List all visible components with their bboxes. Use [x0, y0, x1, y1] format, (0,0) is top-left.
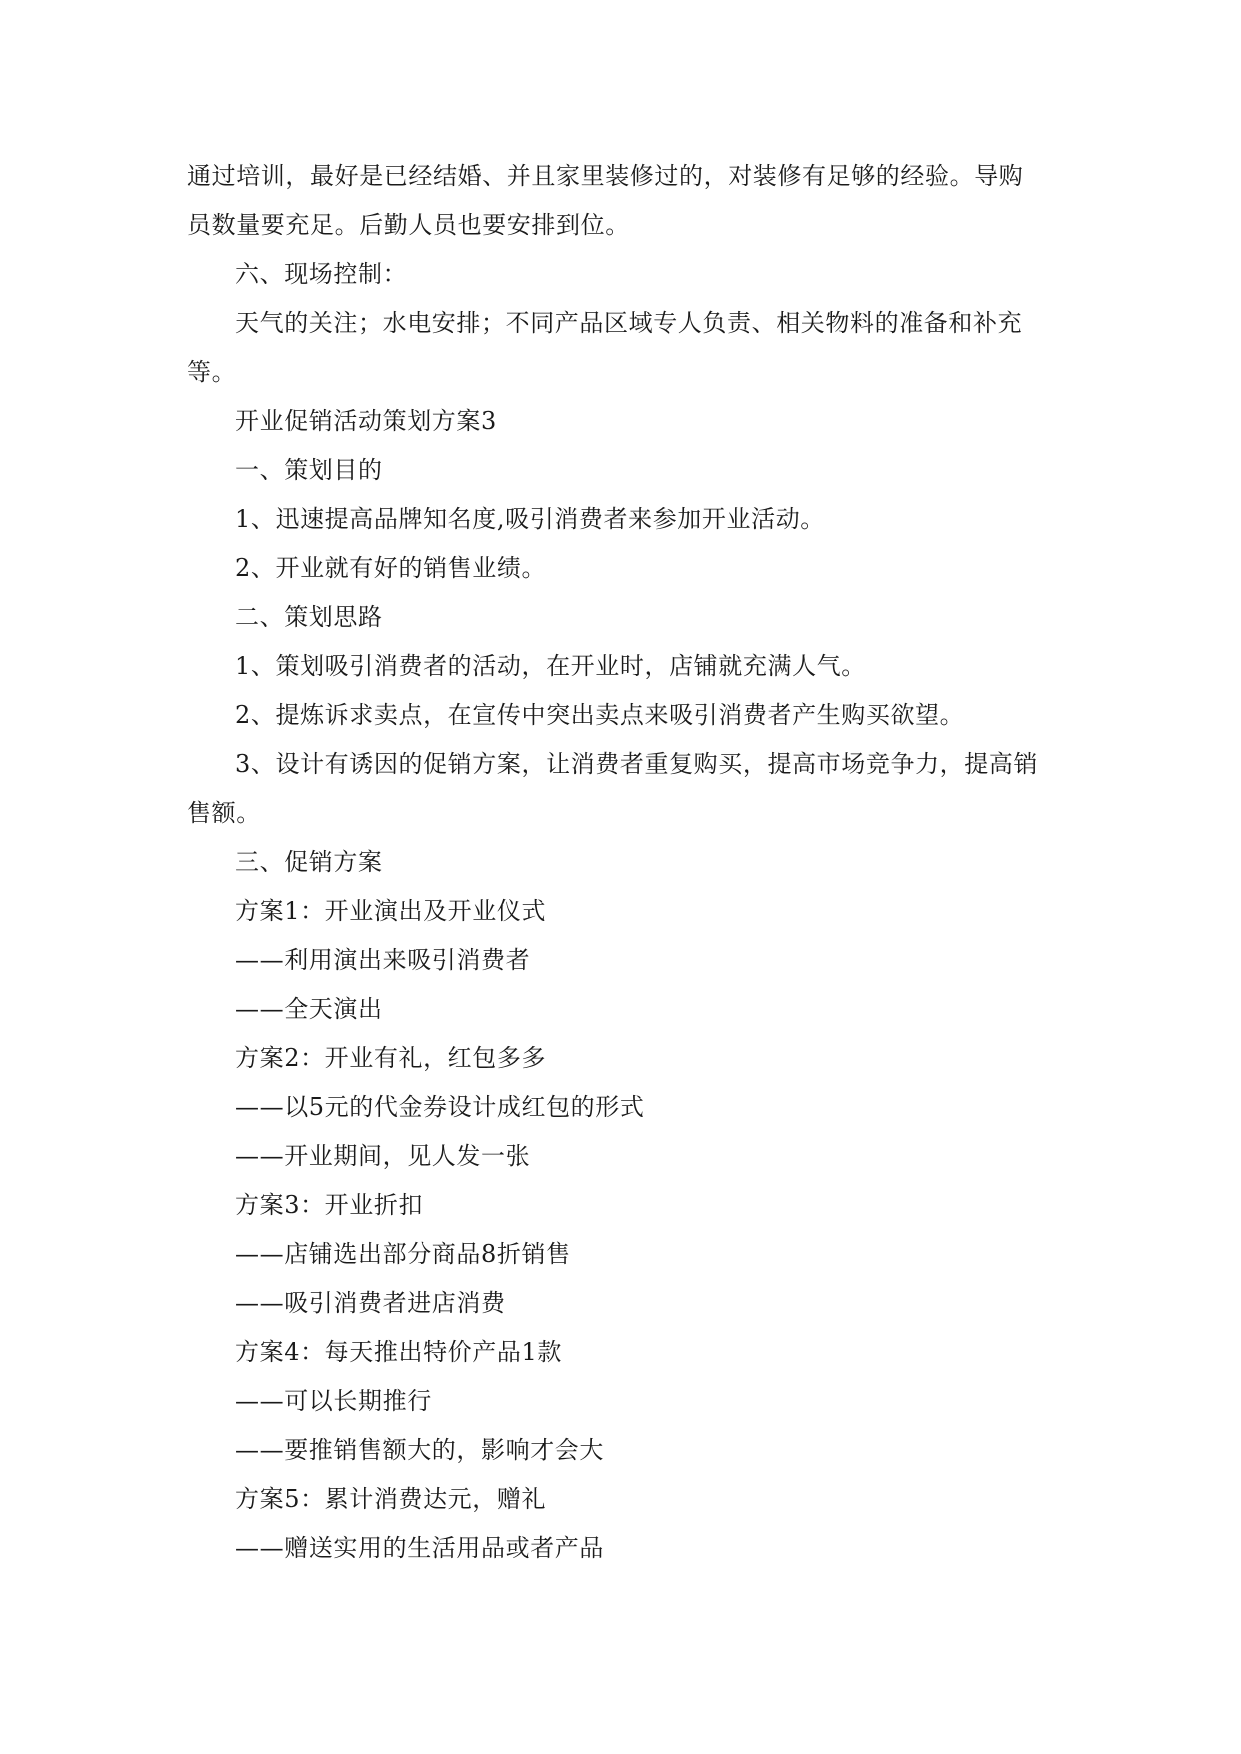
paragraph: 天气的关注；水电安排；不同产品区域专人负责、相关物料的准备和补充等。: [187, 309, 1023, 386]
plan-detail: ——吸引消费者进店消费: [235, 1289, 506, 1317]
section-heading: 六、现场控制：: [235, 260, 408, 288]
plan-heading: 方案1：开业演出及开业仪式: [235, 897, 547, 925]
plan-heading: 方案5：累计消费达元，赠礼: [235, 1485, 547, 1513]
plan-heading: 方案3：开业折扣: [235, 1191, 424, 1219]
plan-detail: ——店铺选出部分商品8折销售: [235, 1240, 571, 1268]
plan-detail: ——开业期间，见人发一张: [235, 1142, 531, 1170]
plan-detail: ——可以长期推行: [235, 1387, 432, 1415]
list-item: 2、提炼诉求卖点，在宣传中突出卖点来吸引消费者产生购买欲望。: [235, 701, 965, 729]
section-heading: 三、促销方案: [235, 848, 383, 876]
plan-detail: ——全天演出: [235, 995, 383, 1023]
list-item: 1、迅速提高品牌知名度,吸引消费者来参加开业活动。: [235, 505, 825, 533]
plan-detail: ——以5元的代金券设计成红包的形式: [235, 1093, 645, 1121]
paragraph: 通过培训，最好是已经结婚、并且家里装修过的，对装修有足够的经验。导购员数量要充足。后勤人员也要安排到位。: [187, 162, 1024, 239]
section-heading: 一、策划目的: [235, 456, 383, 484]
list-item: 3、设计有诱因的促销方案，让消费者重复购买，提高市场竞争力，提高销售额。: [187, 750, 1039, 827]
list-item: 2、开业就有好的销售业绩。: [235, 554, 547, 582]
plan-detail: ——利用演出来吸引消费者: [235, 946, 531, 974]
plan-heading: 方案2：开业有礼，红包多多: [235, 1044, 547, 1072]
document-body: [187, 152, 1043, 1573]
section-heading: 二、策划思路: [235, 603, 383, 631]
list-item: 1、策划吸引消费者的活动，在开业时，店铺就充满人气。: [235, 652, 866, 680]
plan-heading: 方案4：每天推出特价产品1款: [235, 1338, 562, 1366]
document-subtitle: 开业促销活动策划方案3: [235, 407, 497, 435]
plan-detail: ——赠送实用的生活用品或者产品: [235, 1534, 604, 1562]
plan-detail: ——要推销售额大的，影响才会大: [235, 1436, 604, 1464]
